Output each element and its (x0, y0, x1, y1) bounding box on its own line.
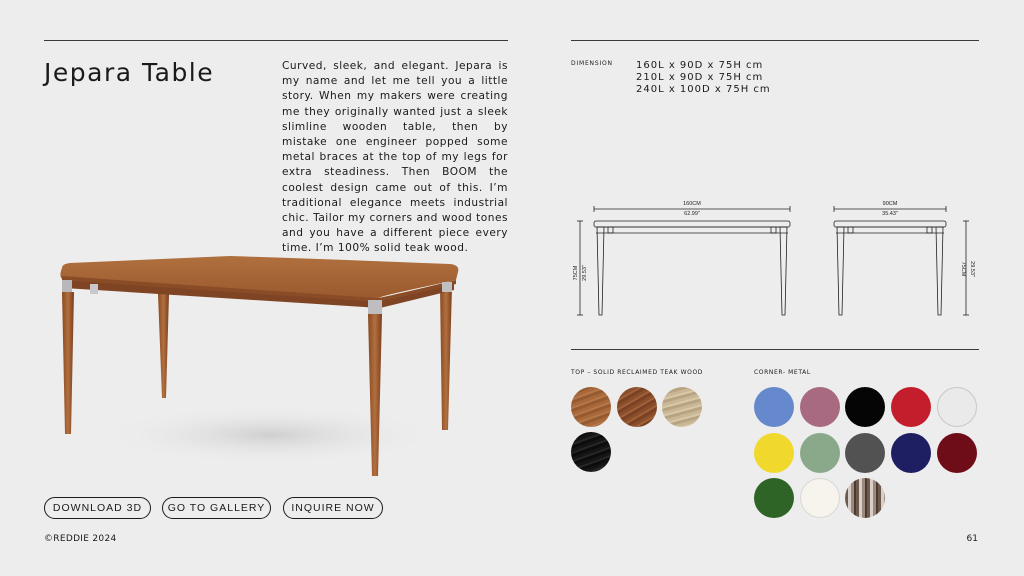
wood-swatch[interactable] (571, 387, 611, 427)
top-finish-label: TOP – SOLID RECLAIMED TEAK WOOD (571, 369, 703, 376)
metal-swatch[interactable] (937, 387, 977, 427)
height-in-label-right: 29.53" (969, 261, 975, 277)
product-title: Jepara Table (44, 58, 215, 87)
length-cm-label: 160CM (683, 201, 701, 207)
depth-in-label: 35.43" (882, 211, 898, 217)
go-to-gallery-button[interactable]: GO TO GALLERY (162, 497, 271, 519)
metal-swatch[interactable] (891, 433, 931, 473)
dimension-size: 160L x 90D x 75H cm (636, 60, 764, 71)
metal-swatch[interactable] (800, 478, 840, 518)
dimension-size: 210L x 90D x 75H cm (636, 72, 764, 83)
table-product-image (50, 250, 462, 482)
metal-swatch[interactable] (845, 387, 885, 427)
metal-swatch[interactable] (845, 433, 885, 473)
height-in-label-left: 29.53" (582, 265, 588, 281)
metal-swatch[interactable] (891, 387, 931, 427)
dimension-list (636, 60, 771, 96)
dimension-label: DIMENSION (571, 60, 613, 67)
metal-swatch[interactable] (754, 478, 794, 518)
wood-swatch[interactable] (571, 432, 611, 472)
inquire-now-button[interactable]: INQUIRE NOW (283, 497, 383, 519)
length-in-label: 62.99" (684, 211, 700, 217)
metal-swatch[interactable] (800, 387, 840, 427)
metal-swatch[interactable] (800, 433, 840, 473)
height-cm-label-right: 75CM (960, 261, 966, 277)
depth-cm-label: 90CM (882, 201, 898, 207)
wood-swatch[interactable] (662, 387, 702, 427)
height-cm-label-left: 75CM (573, 265, 579, 281)
metal-swatch[interactable] (937, 433, 977, 473)
dimension-size: 240L x 100D x 75H cm (636, 84, 771, 95)
metal-swatch[interactable] (754, 387, 794, 427)
copyright: ©REDDIE 2024 (44, 534, 117, 544)
download-3d-button[interactable]: DOWNLOAD 3D (44, 497, 151, 519)
dimension-drawing (560, 195, 980, 325)
top-rule-left (44, 40, 508, 41)
product-story: Curved, sleek, and elegant. Jepara is my name and let me tell you a little story. When my makers were creating me they originally wanted just a sleek slimline wooden table, then by mistake one engineer popped some metal braces at the top of my legs for extra steadiness. Then BOOM the coolest design came out of this. I’m traditional elegance meets industrial chic. Tailor my corners and wood tones and you have a different piece every time. I’m 100% solid teak wood. (282, 60, 508, 255)
metal-swatch[interactable] (754, 433, 794, 473)
page-number: 61 (966, 534, 978, 544)
corner-finish-label: CORNER- METAL (754, 369, 811, 376)
metal-swatch[interactable] (845, 478, 885, 518)
middle-rule-right (571, 349, 979, 350)
wood-swatch[interactable] (617, 387, 657, 427)
top-rule-right (571, 40, 979, 41)
